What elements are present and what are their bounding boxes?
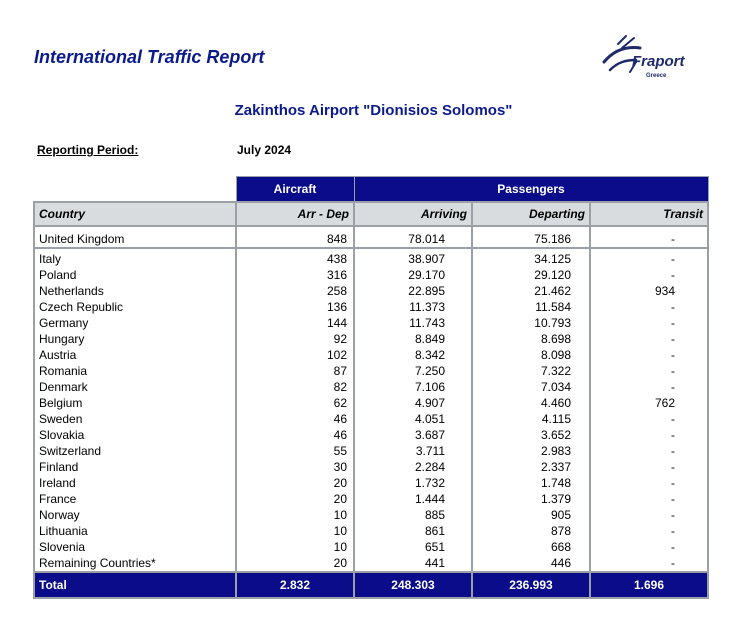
country-cell: Norway: [34, 507, 236, 523]
transit-cell: -: [590, 363, 708, 379]
country-cell: Denmark: [34, 379, 236, 395]
transit-cell: -: [590, 315, 708, 331]
arriving-cell: 11.743: [354, 315, 472, 331]
departing-cell: 4.460: [472, 395, 590, 411]
arr-dep-cell: 30: [236, 459, 354, 475]
departing-cell: 8.098: [472, 347, 590, 363]
table-row: [34, 523, 708, 539]
departing-cell: 7.322: [472, 363, 590, 379]
departing-cell: 8.698: [472, 331, 590, 347]
table-row: [34, 459, 708, 475]
transit-cell: -: [590, 427, 708, 443]
table-row: [34, 315, 708, 331]
arriving-cell: 4.051: [354, 411, 472, 427]
arr-dep-cell: 102: [236, 347, 354, 363]
logo-text: Fraport: [632, 53, 685, 70]
table-row: [34, 331, 708, 347]
arr-dep-cell: 87: [236, 363, 354, 379]
arr-dep-cell: 46: [236, 411, 354, 427]
departing-cell: 4.115: [472, 411, 590, 427]
departing-cell: 10.793: [472, 315, 590, 331]
arr-dep-cell: 55: [236, 443, 354, 459]
total-arr-dep: 2.832: [236, 572, 354, 598]
transit-cell: -: [590, 248, 708, 267]
country-cell: Slovakia: [34, 427, 236, 443]
arriving-cell: 8.849: [354, 331, 472, 347]
arriving-cell: 861: [354, 523, 472, 539]
country-cell: France: [34, 491, 236, 507]
report-title: International Traffic Report: [34, 47, 265, 67]
arr-dep-cell: 438: [236, 248, 354, 267]
arriving-cell: 11.373: [354, 299, 472, 315]
arriving-cell: 1.732: [354, 475, 472, 491]
country-cell: Hungary: [34, 331, 236, 347]
departing-cell: 905: [472, 507, 590, 523]
transit-cell: -: [590, 331, 708, 347]
table-row: [34, 555, 708, 572]
column-header-arriving: Arriving: [354, 202, 472, 226]
country-cell: Germany: [34, 315, 236, 331]
arr-dep-cell: 10: [236, 539, 354, 555]
passengers-group-header: Passengers: [354, 177, 708, 203]
arriving-cell: 29.170: [354, 267, 472, 283]
table-row: [34, 379, 708, 395]
transit-cell: -: [590, 507, 708, 523]
transit-cell: -: [590, 347, 708, 363]
arriving-cell: 2.284: [354, 459, 472, 475]
reporting-period-label: Reporting Period:: [37, 143, 139, 157]
departing-cell: 21.462: [472, 283, 590, 299]
reporting-period-value: July 2024: [237, 143, 292, 157]
country-cell: United Kingdom: [34, 226, 236, 248]
transit-cell: -: [590, 459, 708, 475]
arriving-cell: 3.711: [354, 443, 472, 459]
country-cell: Lithuania: [34, 523, 236, 539]
transit-cell: -: [590, 379, 708, 395]
transit-cell: -: [590, 475, 708, 491]
arr-dep-cell: 144: [236, 315, 354, 331]
departing-cell: 7.034: [472, 379, 590, 395]
transit-cell: -: [590, 299, 708, 315]
country-cell: Belgium: [34, 395, 236, 411]
arr-dep-cell: 92: [236, 331, 354, 347]
arriving-cell: 1.444: [354, 491, 472, 507]
country-cell: Italy: [34, 248, 236, 267]
departing-cell: 29.120: [472, 267, 590, 283]
arr-dep-cell: 62: [236, 395, 354, 411]
table-row: [34, 395, 708, 411]
departing-cell: 34.125: [472, 248, 590, 267]
country-cell: Finland: [34, 459, 236, 475]
total-arriving: 248.303: [354, 572, 472, 598]
table-row: [34, 248, 708, 267]
arriving-cell: 651: [354, 539, 472, 555]
transit-cell: -: [590, 267, 708, 283]
column-header-arr-dep: Arr - Dep: [236, 202, 354, 226]
departing-cell: 2.337: [472, 459, 590, 475]
arr-dep-cell: 10: [236, 523, 354, 539]
arriving-cell: 3.687: [354, 427, 472, 443]
column-header-country: Country: [34, 202, 236, 226]
country-cell: Austria: [34, 347, 236, 363]
arriving-cell: 441: [354, 555, 472, 572]
blank-header-cell: [34, 177, 236, 203]
departing-cell: 3.652: [472, 427, 590, 443]
transit-cell: -: [590, 443, 708, 459]
table-row: [34, 347, 708, 363]
arr-dep-cell: 20: [236, 555, 354, 572]
transit-cell: -: [590, 539, 708, 555]
transit-cell: -: [590, 491, 708, 507]
arr-dep-cell: 20: [236, 491, 354, 507]
table-row: [34, 226, 708, 248]
country-cell: Remaining Countries*: [34, 555, 236, 572]
departing-cell: 446: [472, 555, 590, 572]
arr-dep-cell: 848: [236, 226, 354, 248]
total-transit: 1.696: [590, 572, 708, 598]
transit-cell: -: [590, 555, 708, 572]
total-label: Total: [34, 572, 236, 598]
country-cell: Poland: [34, 267, 236, 283]
transit-cell: 934: [590, 283, 708, 299]
arr-dep-cell: 20: [236, 475, 354, 491]
table-row: [34, 443, 708, 459]
arr-dep-cell: 46: [236, 427, 354, 443]
arriving-cell: 38.907: [354, 248, 472, 267]
departing-cell: 668: [472, 539, 590, 555]
table-row: [34, 363, 708, 379]
arr-dep-cell: 258: [236, 283, 354, 299]
departing-cell: 878: [472, 523, 590, 539]
arr-dep-cell: 10: [236, 507, 354, 523]
table-row: [34, 539, 708, 555]
country-cell: Switzerland: [34, 443, 236, 459]
country-cell: Slovenia: [34, 539, 236, 555]
departing-cell: 1.748: [472, 475, 590, 491]
aircraft-group-header: Aircraft: [236, 177, 354, 203]
arr-dep-cell: 136: [236, 299, 354, 315]
arr-dep-cell: 316: [236, 267, 354, 283]
table-row: [34, 475, 708, 491]
table-row: [34, 267, 708, 283]
country-cell: Romania: [34, 363, 236, 379]
transit-cell: -: [590, 523, 708, 539]
table-row: [34, 411, 708, 427]
transit-cell: 762: [590, 395, 708, 411]
country-cell: Czech Republic: [34, 299, 236, 315]
arriving-cell: 7.250: [354, 363, 472, 379]
table-row: [34, 491, 708, 507]
arriving-cell: 22.895: [354, 283, 472, 299]
departing-cell: 75.186: [472, 226, 590, 248]
traffic-table: [33, 176, 709, 599]
airport-title: Zakinthos Airport "Dionisios Solomos": [234, 102, 513, 119]
country-cell: Ireland: [34, 475, 236, 491]
table-row: [34, 283, 708, 299]
departing-cell: 2.983: [472, 443, 590, 459]
logo-subtext: Greece: [646, 73, 667, 79]
column-header-transit: Transit: [590, 202, 708, 226]
arriving-cell: 7.106: [354, 379, 472, 395]
arriving-cell: 8.342: [354, 347, 472, 363]
table-row: [34, 299, 708, 315]
total-departing: 236.993: [472, 572, 590, 598]
arriving-cell: 78.014: [354, 226, 472, 248]
transit-cell: -: [590, 411, 708, 427]
column-header-departing: Departing: [472, 202, 590, 226]
departing-cell: 1.379: [472, 491, 590, 507]
arriving-cell: 885: [354, 507, 472, 523]
transit-cell: -: [590, 226, 708, 248]
departing-cell: 11.584: [472, 299, 590, 315]
country-cell: Netherlands: [34, 283, 236, 299]
table-row: [34, 427, 708, 443]
country-cell: Sweden: [34, 411, 236, 427]
arriving-cell: 4.907: [354, 395, 472, 411]
arr-dep-cell: 82: [236, 379, 354, 395]
table-row: [34, 507, 708, 523]
